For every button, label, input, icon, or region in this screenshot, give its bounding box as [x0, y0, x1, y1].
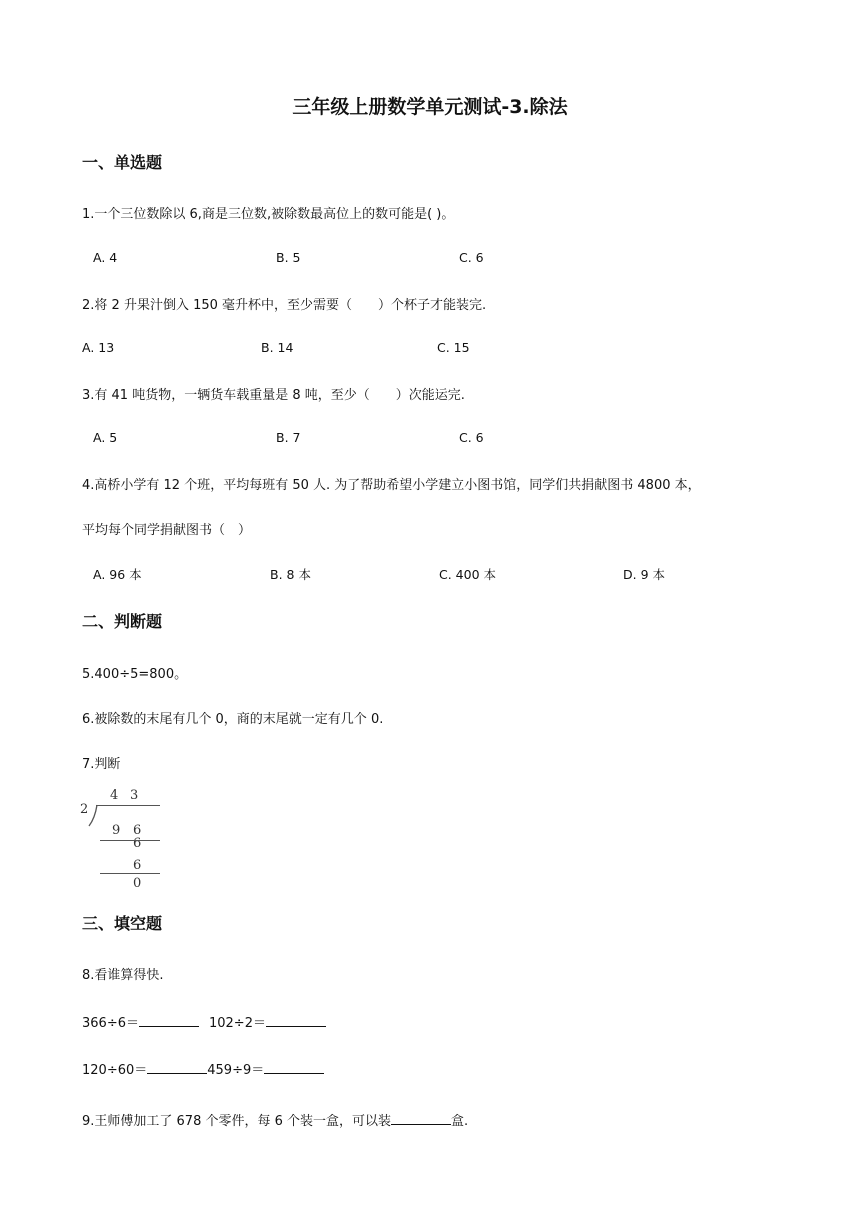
- subtract-step-2: 6: [133, 858, 142, 873]
- question-6-text: 6.被除数的末尾有几个 0，商的末尾就一定有几个 0.: [82, 712, 384, 727]
- divisor: 2: [80, 802, 89, 817]
- question-3-option-c[interactable]: C. 6: [459, 430, 484, 445]
- question-8-text: 8.看谁算得快.: [82, 968, 164, 983]
- question-8-blank-3[interactable]: [147, 1061, 207, 1074]
- remainder: 0: [133, 876, 142, 891]
- question-8-blank-1[interactable]: [139, 1014, 199, 1027]
- question-4-text-line-1: 4.高桥小学有 12 个班，平均每班有 50 人. 为了帮助希望小学建立小图书馆，同学们共捐献图书 4800 本，: [82, 478, 701, 493]
- question-4-option-b[interactable]: B. 8 本: [270, 567, 311, 582]
- question-2-option-a[interactable]: A. 13: [82, 340, 115, 355]
- page-title: 三年级上册数学单元测试-3.除法: [292, 96, 568, 118]
- question-2-text: 2.将 2 升果汁倒入 150 毫升杯中，至少需要（ ）个杯子才能装完.: [82, 298, 487, 313]
- question-8-expr-1: 366÷6＝: [82, 1016, 139, 1031]
- question-9-text-before: 9.王师傅加工了 678 个零件，每 6 个装一盒，可以装: [82, 1114, 392, 1129]
- dividend-digit-1: 9: [112, 823, 121, 838]
- division-bracket-curve: [88, 804, 100, 828]
- question-4-option-d[interactable]: D. 9 本: [623, 567, 665, 582]
- question-9-row: [82, 1110, 468, 1129]
- quotient-digit-2: 3: [130, 788, 139, 803]
- question-8-blank-4[interactable]: [264, 1061, 324, 1074]
- question-8-row-1: [82, 1012, 326, 1031]
- question-3-option-a[interactable]: A. 5: [93, 430, 118, 445]
- question-5-text: 5.400÷5=800。: [82, 667, 188, 682]
- quotient-digit-1: 4: [110, 788, 119, 803]
- question-4-text-line-2: 平均每个同学捐献图书（ ）: [82, 523, 252, 538]
- subtract-step-1: 6: [133, 836, 142, 851]
- section-heading-single-choice: 一、单选题: [82, 153, 163, 172]
- section-heading-fill-in: 三、填空题: [82, 914, 163, 933]
- question-2-option-c[interactable]: C. 15: [437, 340, 470, 355]
- question-1-option-a[interactable]: A. 4: [93, 250, 118, 265]
- division-line-1: [100, 840, 160, 841]
- long-division-figure: [80, 788, 164, 892]
- question-8-expr-3: 120÷60＝: [82, 1063, 148, 1078]
- question-4-option-a[interactable]: A. 96 本: [93, 567, 142, 582]
- section-heading-true-false: 二、判断题: [82, 612, 163, 631]
- question-1-option-b[interactable]: B. 5: [276, 250, 301, 265]
- question-3-option-b[interactable]: B. 7: [276, 430, 301, 445]
- division-line-2: [100, 873, 160, 874]
- question-3-text: 3.有 41 吨货物，一辆货车载重量是 8 吨，至少（ ）次能运完.: [82, 388, 465, 403]
- question-1-option-c[interactable]: C. 6: [459, 250, 484, 265]
- question-7-text: 7.判断: [82, 757, 121, 772]
- question-4-option-c[interactable]: C. 400 本: [439, 567, 497, 582]
- question-9-blank[interactable]: [391, 1112, 451, 1125]
- question-2-option-b[interactable]: B. 14: [261, 340, 294, 355]
- question-8-expr-4: 459÷9＝: [207, 1063, 265, 1078]
- division-bracket-top: [96, 805, 160, 806]
- question-8-expr-2: 102÷2＝: [208, 1016, 266, 1031]
- question-8-row-2: [82, 1059, 324, 1078]
- question-1-text: 1.一个三位数除以 6,商是三位数,被除数最高位上的数可能是( )。: [82, 207, 455, 222]
- dividend-digit-2: 6: [133, 823, 142, 838]
- question-9-text-after: 盒.: [451, 1114, 469, 1129]
- question-8-blank-2[interactable]: [266, 1014, 326, 1027]
